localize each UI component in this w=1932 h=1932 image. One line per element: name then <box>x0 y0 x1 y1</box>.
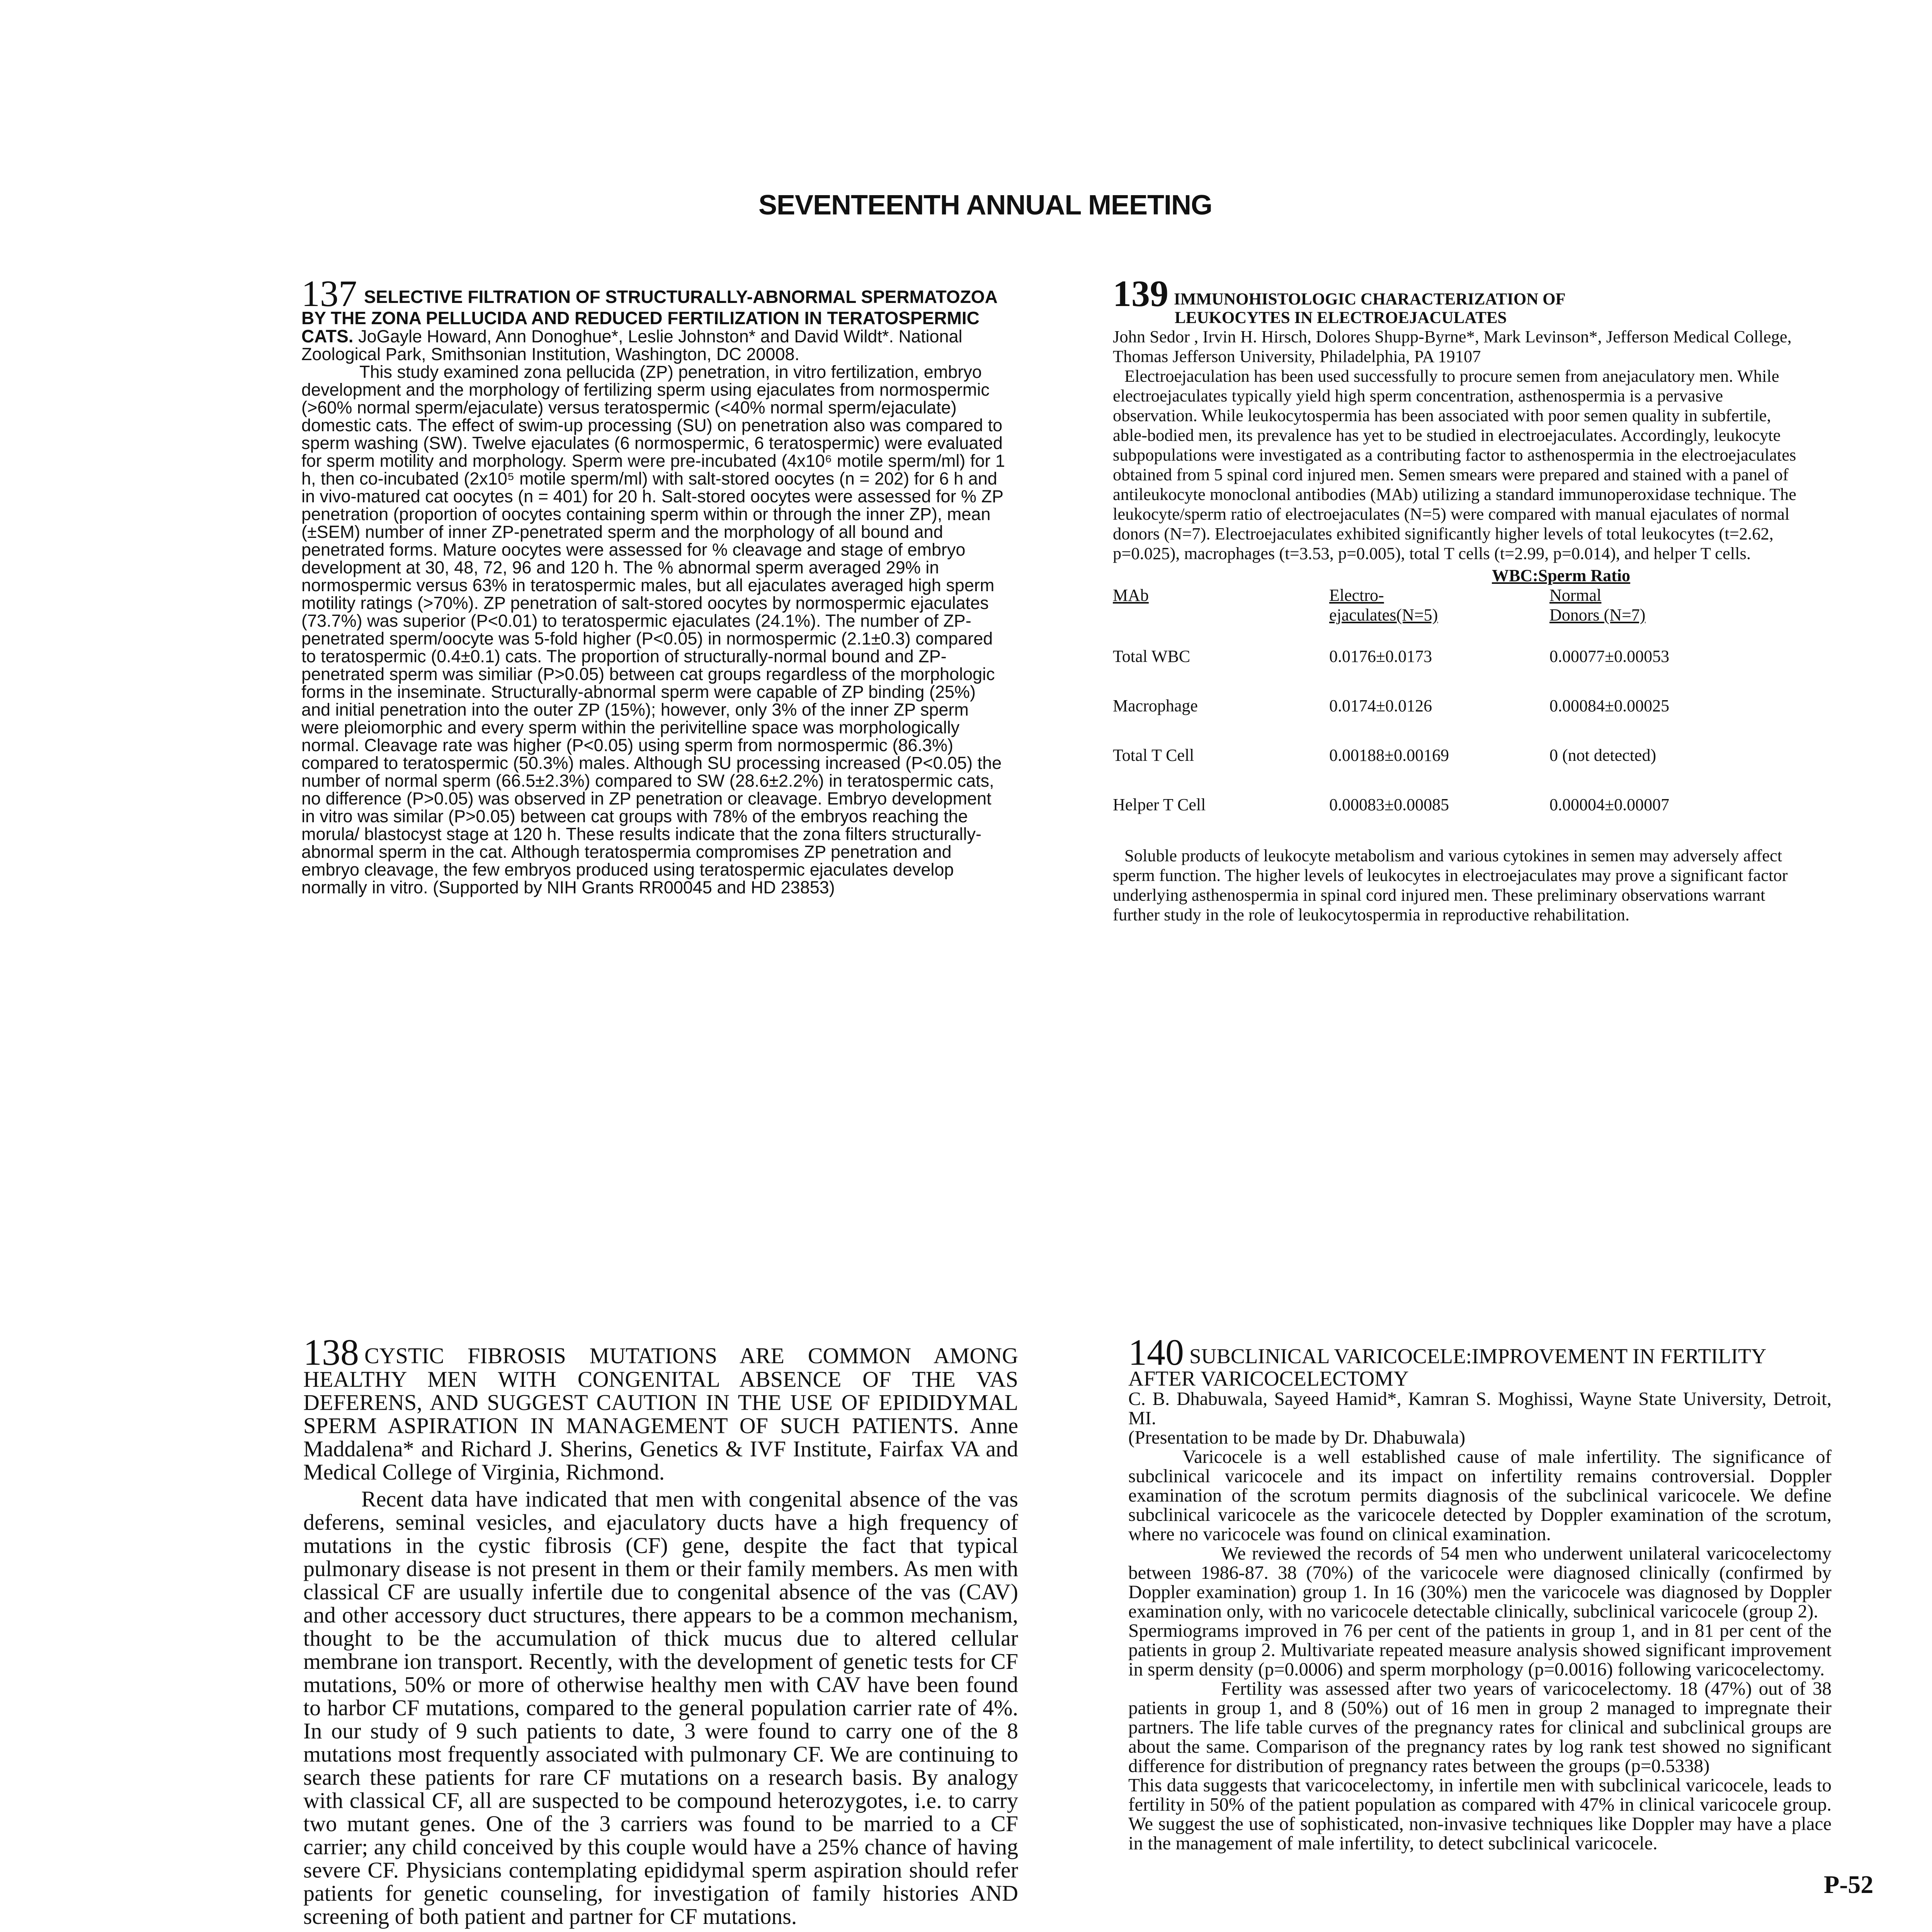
table-row: Total T Cell 0.00188±0.00169 0 (not detected) <box>1113 746 1656 765</box>
abstract-138-title: CYSTIC FIBROSIS MUTATIONS ARE COMMON AMONG HEALTHY MEN WITH CONGENITAL ABSENCE OF THE VAS DEFERENS, AND SUGGEST CAUTION IN THE USE OF EPIDIDYMAL SPERM ASPIRATION IN MANAGEMENT OF SUCH PATIENTS. <box>303 1343 1018 1438</box>
abstract-138-body: Recent data have indicated that men with congenital absence of the vas deferens, seminal vesicles, and ejaculatory ducts have a high frequency of mutations in the cystic fibrosis (CF) gene, despite the fact that typical pulmonary disease is not present in them or their family members. As men with classical CF are usually infertile due to congenital absence of the vas (CAV) and other accessory duct structures, there appears to be a common mechanism, thought to be the accumulation of thick mucus due to altered cellular membrane ion transport. Recently, with the development of genetic tests for CF mutations, 50% or more of otherwise healthy men with CAV have been found to harbor CF mutations, compared to the general population carrier rate of 4%. In our study of 9 such patients to date, 3 were found to carry one of the 8 mutations most frequently associated with pulmonary CF. We are continuing to search these patients for rare CF mutations on a research basis. By analogy with classical CF, all are suspected to be compound heterozygotes, i.e. to carry two mutant genes. One of the 3 carriers was found to be married to a CF carrier; any child conceived by this couple would have a 25% chance of having severe CF. Physicians contemplating epididymal sperm aspiration should refer patients for genetic counseling, for investigation of family histories AND screening of both patient and partner for CF mutations. <box>303 1486 1018 1929</box>
abstract-138 <box>303 1332 1018 1929</box>
abstract-140-para4: Fertility was assessed after two years of varicocelectomy. 18 (47%) out of 38 patients in group 1, and 8 (50%) out of 16 men in group 2 managed to impregnate their partners. The life table curves of the pregnancy rates for clinical and subclinical groups are about the same. Comparison of the pregnancy rates by log rank test showed no significant difference for distribution of pregnancy rates between the groups (p=0.5338) <box>1128 1678 1832 1776</box>
table-header-normal: Normal Donors (N=7) <box>1549 586 1646 624</box>
abstract-140-number: 140 <box>1128 1332 1184 1373</box>
abstract-140-para2: We reviewed the records of 54 men who underwent unilateral varicocelectomy between 1986-87. 38 (70%) of the varicocele were diagnosed clinically (confirmed by Doppler examination) group 1. In 16 (30%) men the varicocele was diagnosed by Doppler examination only, with no varicocele detectable clinically, subclinical varicocele (group 2). <box>1128 1543 1832 1622</box>
abstract-137-authors: JoGayle Howard, Ann Donoghue*, Leslie Johnston* and David Wildt*. National Zoological Park, Smithsonian Institution, Washington, DC 20008. <box>301 327 963 364</box>
abstract-140-para3: Spermiograms improved in 76 per cent of the patients in group 1, and in 81 per cent of the patients in group 2. Multivariate repeated measure analysis showed significant improvement in sperm density (p=0.0006) and sperm morphology (p=0.0016) following varicocelectomy. <box>1128 1620 1832 1680</box>
abstract-138-heading <box>303 1332 1018 1485</box>
abstract-139-body: Electroejaculation has been used successfully to procure semen from anejaculatory men. While electroejaculates typically yield high sperm concentration, asthenospermia is a pervasive observation. While leukocytospermia has been associated with poor semen quality in subfertile, able-bodied men, its prevalence has yet to be studied in electroejaculates. Accordingly, leukocyte subpopulations were investigated as a contributing factor to asthenospermia in the electroejaculates obtained from 5 spinal cord injured men. Semen smears were prepared and stained with a panel of antileukocyte monoclonal antibodies (MAb) utilizing a standard immunoperoxidase technique. The leukocyte/sperm ratio of electroejaculates (N=5) were compared with manual ejaculates of normal donors (N=7). Electroejaculates exhibited significantly higher levels of total leukocytes (t=2.62, p=0.025), macrophages (t=3.53, p=0.005), total T cells (t=2.99, p=0.014), and helper T cells. <box>1113 366 1796 563</box>
abstract-137 <box>301 273 1009 897</box>
abstract-139-number: 139 <box>1113 273 1168 314</box>
table-caption: WBC:Sperm Ratio <box>1492 566 1631 585</box>
abstract-139-title-line1: IMMUNOHISTOLOGIC CHARACTERIZATION OF <box>1174 290 1566 308</box>
abstract-137-heading <box>301 273 1009 364</box>
abstract-137-number: 137 <box>301 273 357 314</box>
abstract-137-body: This study examined zona pellucida (ZP) penetration, in vitro fertilization, embryo development and the morphology of fertilizing sperm using ejaculates from normospermic (>60% normal sperm/ejaculate) versus teratospermic (<40% normal sperm/ejaculate) domestic cats. The effect of swim-up processing (SU) on penetration also was compared to sperm washing (SW). Twelve ejaculates (6 normospermic, 6 teratospermic) were evaluated for sperm motility and morphology. Sperm were pre-incubated (4x10⁶ motile sperm/ml) for 1 h, then co-incubated (2x10⁵ motile sperm/ml) with salt-stored oocytes (n = 202) for 6 h and in vivo-matured cat oocytes (n = 401) for 20 h. Salt-stored oocytes were assessed for % ZP penetration (proportion of oocytes containing sperm within or through the inner ZP), mean (±SEM) number of inner ZP-penetrated sperm and the morphology of all bound and penetrated forms. Mature oocytes were assessed for % cleavage and stage of embryo development at 30, 48, 72, 96 and 120 h. The % abnormal sperm averaged 29% in normospermic versus 63% in teratospermic males, but all ejaculates averaged high sperm motility ratings (>70%). ZP penetration of salt-stored oocytes by normospermic ejaculates (73.7%) was superior (P<0.01) to teratospermic ejaculates (24.1%). The number of ZP-penetrated sperm/oocyte was 5-fold higher (P<0.05) in normospermic (2.1±0.3) compared to teratospermic (0.4±0.1) cats. The proportion of structurally-normal bound and ZP-penetrated sperm was similiar (P>0.05) between cat groups regardless of the morphologic forms in the inseminate. Structurally-abnormal sperm were capable of ZP binding (25%) and initial penetration into the outer ZP (15%); however, only 3% of the inner ZP sperm were pleiomorphic and every sperm within the perivitelline space was morphologically normal. Cleavage rate was higher (P<0.05) using sperm from normospermic (86.3%) compared to teratospermic (50.3%) males. Although SU processing increased (P<0.05) the number of normal sperm (66.5±2.3%) compared to SW (28.6±2.2%) in teratospermic cats, no difference (P>0.05) was observed in ZP penetration or cleavage. Embryo development in vitro was similar (P>0.05) between cat groups with 78% of the embryos reaching the morula/ blastocyst stage at 120 h. These results indicate that the zona filters structurally-abnormal sperm in the cat. Although teratospermia compromises ZP penetration and embryo cleavage, the few embryos produced using teratospermic ejaculates develop normally in vitro. (Supported by NIH Grants RR00045 and HD 23853) <box>301 362 1005 897</box>
abstract-140-authors: C. B. Dhabuwala, Sayeed Hamid*, Kamran S. Moghissi, Wayne State University, Detroit, MI. <box>1128 1388 1832 1429</box>
abstract-138-authors: Anne Maddalena* and Richard J. Sherins, Genetics & IVF Institute, Fairfax VA and Medical College of Virginia, Richmond. <box>303 1413 1018 1485</box>
table-row: Total WBC 0.0176±0.0173 0.00077±0.00053 <box>1113 647 1670 666</box>
table-header-mab: MAb <box>1113 586 1149 605</box>
abstract-140-heading <box>1128 1332 1832 1390</box>
abstract-139-closing: Soluble products of leukocyte metabolism and various cytokines in semen may adversely affect sperm function. The higher levels of leukocytes in electroejaculates may prove a significant factor underlying asthenospermia in spinal cord injured men. These preliminary observations warrant further study in the role of leukocytospermia in reproductive rehabilitation. <box>1113 846 1788 924</box>
table-row: Macrophage 0.0174±0.0126 0.00084±0.00025 <box>1113 696 1670 715</box>
abstract-139-title-line2: LEUKOCYTES IN ELECTROEJACULATES <box>1175 309 1507 327</box>
table-header-electro: Electro- ejaculates(N=5) <box>1329 586 1438 624</box>
abstract-140-title: SUBCLINICAL VARICOCELE:IMPROVEMENT IN FERTILITY AFTER VARICOCELECTOMY <box>1128 1344 1766 1390</box>
abstract-138-number: 138 <box>303 1332 359 1373</box>
page-number: P-52 <box>1824 1871 1874 1899</box>
page-header: SEVENTEENTH ANNUAL MEETING <box>758 190 1213 221</box>
abstract-137-title: SELECTIVE FILTRATION OF STRUCTURALLY-ABNORMAL SPERMATOZOA BY THE ZONA PELLUCIDA AND REDUCED FERTILIZATION IN TERATOSPERMIC CATS. <box>301 287 997 346</box>
wbc-sperm-ratio-table <box>1113 566 1793 823</box>
abstract-140-presentation-note: (Presentation to be made by Dr. Dhabuwala) <box>1128 1427 1466 1448</box>
abstract-139-heading <box>1113 273 1801 327</box>
abstract-139 <box>1113 273 1801 925</box>
abstract-140-para5: This data suggests that varicocelectomy, in infertile men with subclinical varicocele, leads to fertility in 50% of the patient population as compared with 47% in clinical varicocele group. We suggest the use of sophisticated, non-invasive techniques like Doppler may have a place in the management of male infertility, to detect subclinical varicocele. <box>1128 1774 1832 1854</box>
abstract-140 <box>1128 1332 1832 1854</box>
abstract-140-para1: Varicocele is a well established cause of male infertility. The significance of subclinical varicocele and its impact on infertility remains controversial. Doppler examination of the scrotum permits diagnosis of the subclinical varicocele. We define subclinical varicocele as the varicocele detected by Doppler examination of the scrotum, where no varicocele was found on clinical examination. <box>1128 1446 1832 1544</box>
abstract-139-authors: John Sedor , Irvin H. Hirsch, Dolores Shupp-Byrne*, Mark Levinson*, Jefferson Medical College, Thomas Jefferson University, Philadelphia, PA 19107 <box>1113 327 1792 366</box>
table-row: Helper T Cell 0.00083±0.00085 0.00004±0.00007 <box>1113 795 1670 814</box>
